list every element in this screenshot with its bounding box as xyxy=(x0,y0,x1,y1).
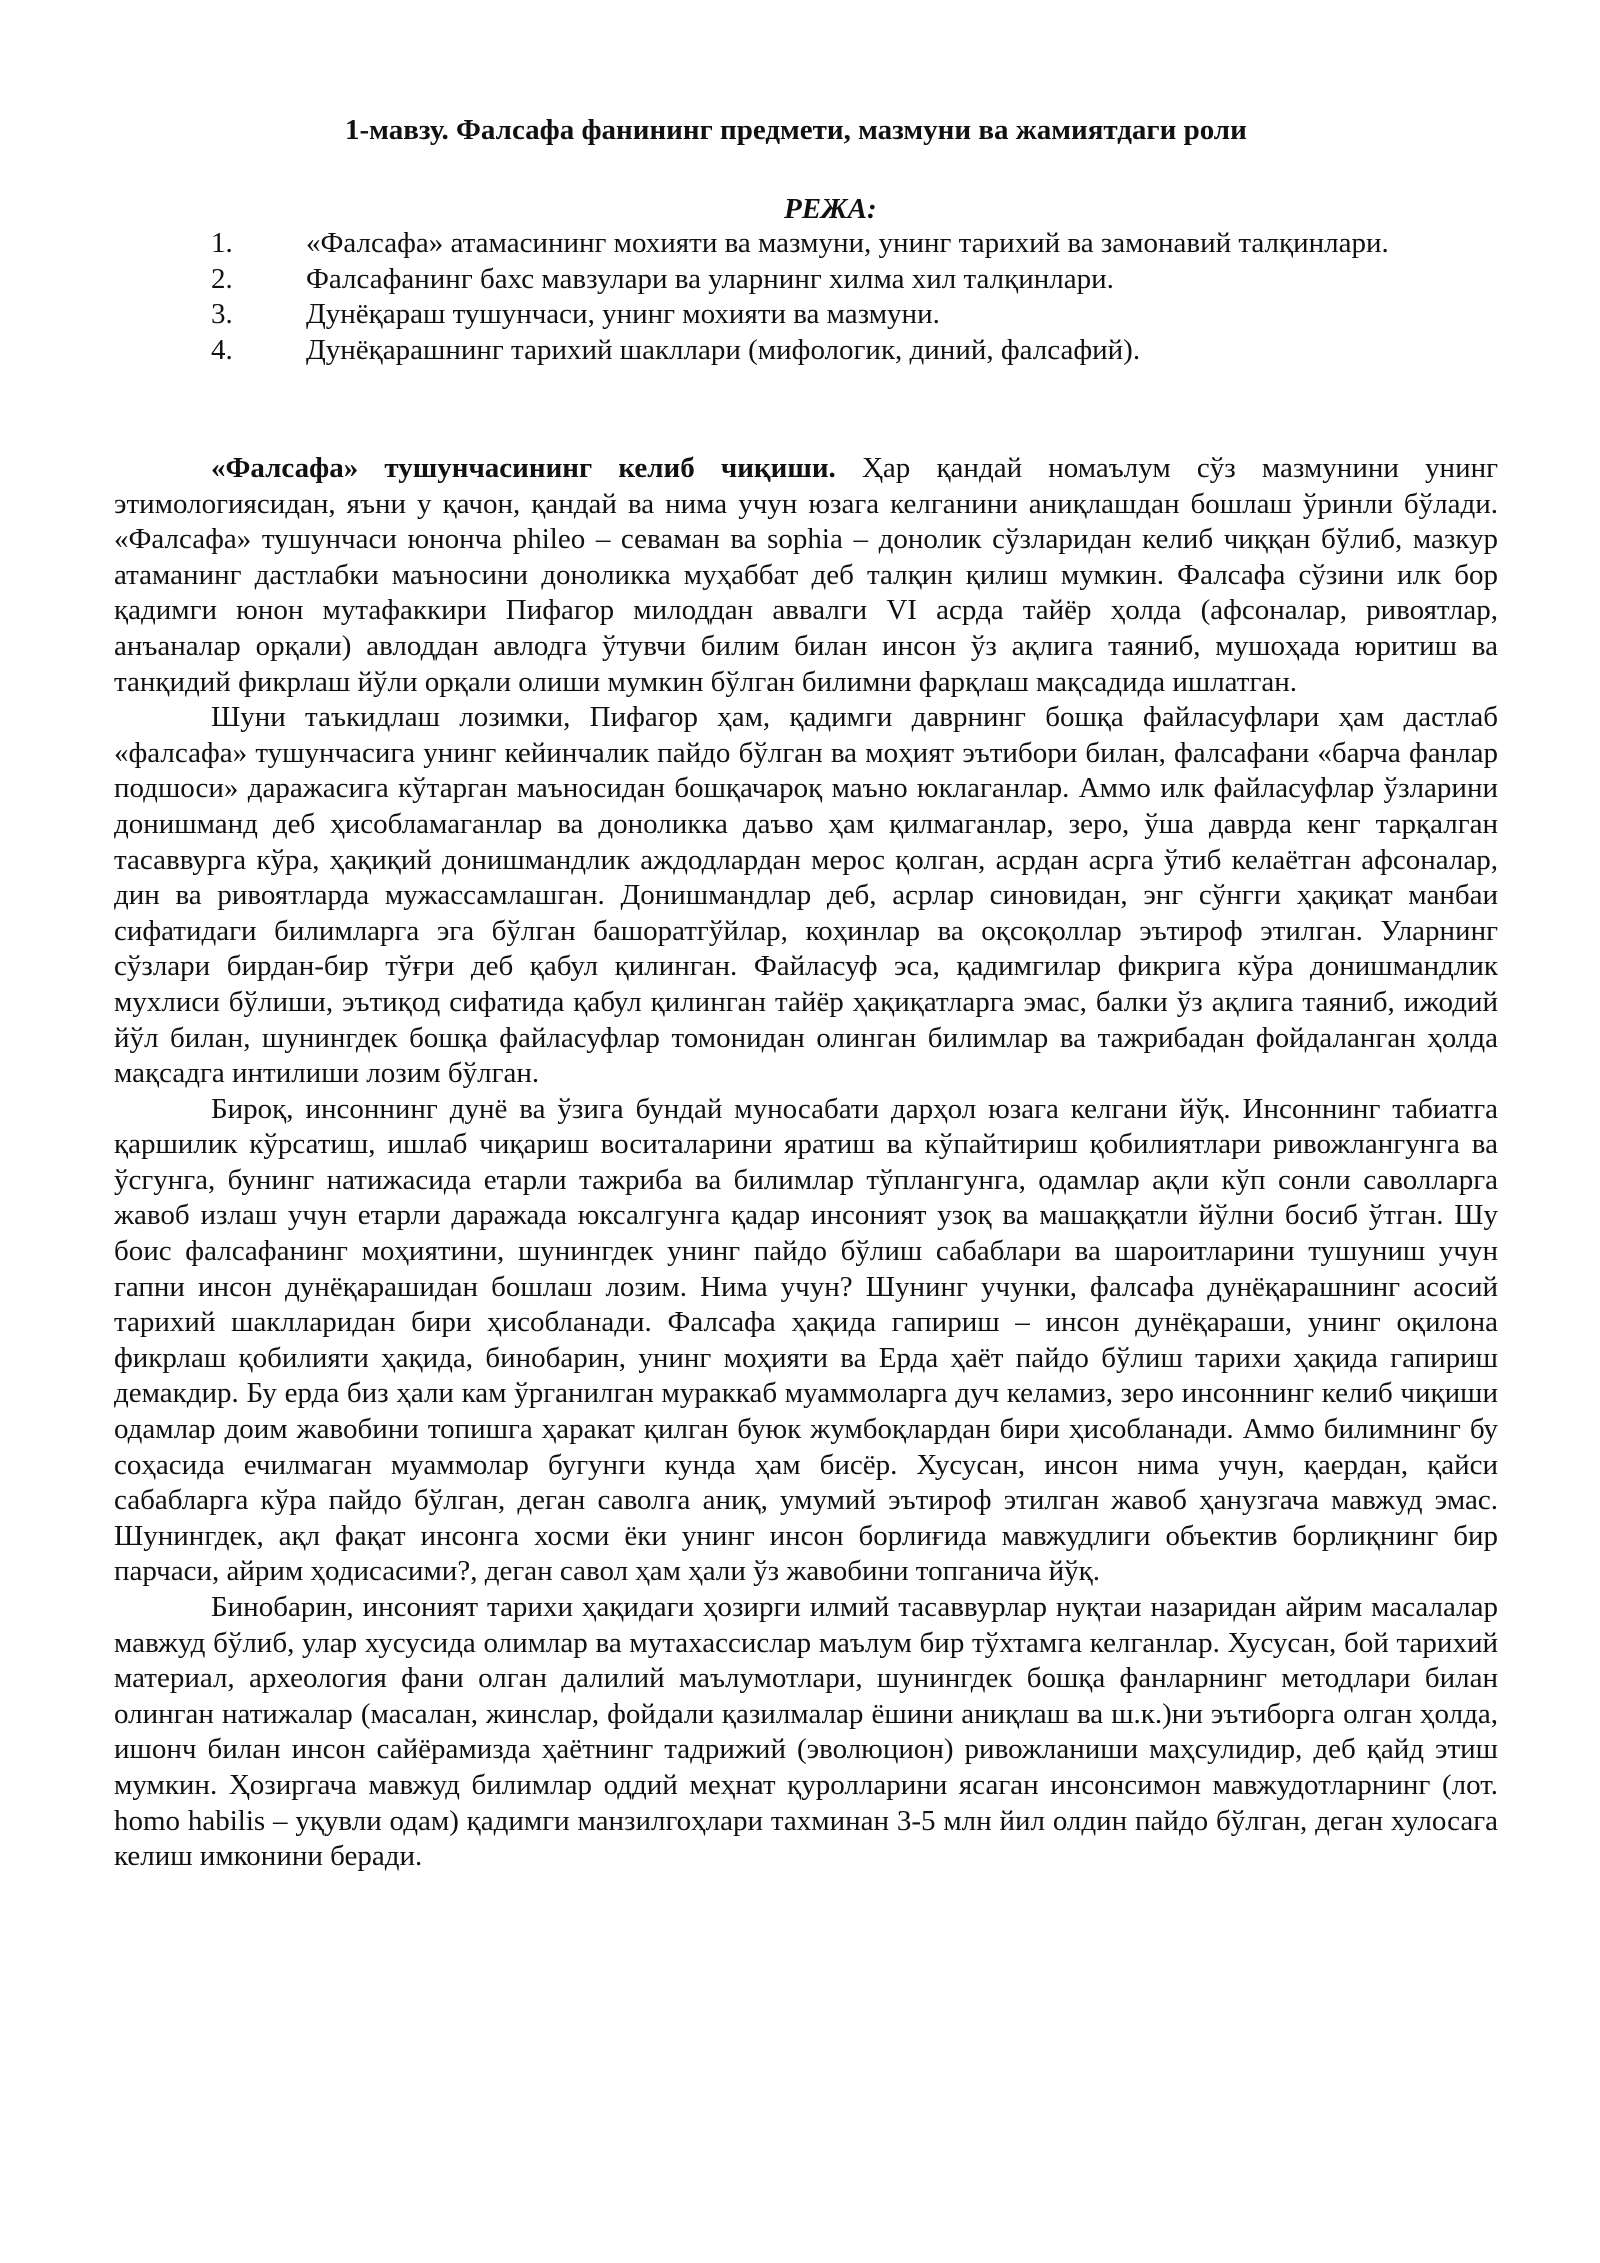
paragraph-text: Ҳар қандай номаълум сўз мазмунини унинг этимологиясидан, яъни у қачон, қандай ва нима учун юзага келганини аниқлашдан бошлаш ўринли бўлади. «Фалсафа» тушунчаси юнонча phileo – севаман ва sophia – донолик сўзларидан келиб чиққан бўлиб, мазкур атаманинг дастлабки маъносини доноликка муҳаббат деб талқин қилиш мумкин. Фалсафа сўзини илк бор қадимги юнон мутафаккири Пифагор милоддан аввалги VI асрда тайёр ҳолда (афсоналар, ривоятлар, анъаналар орқали) авлоддан авлодга ўтувчи билим билан инсон ўз ақлига таяниб, мушоҳада юритиш ва танқидий фикрлаш йўли орқали олиши мумкин бўлган билимни фарқлаш мақсадида ишлатган. xyxy=(114,452,1499,698)
plan-list xyxy=(114,226,1498,368)
page-title: 1-мавзу. Фалсафа фанининг предмети, мазмуни ва жамиятдаги роли xyxy=(345,114,1247,146)
plan-item-text: Дунёқарашнинг тарихий шакллари (мифологик, диний, фалсафий). xyxy=(306,333,1141,366)
plan-item xyxy=(114,226,1498,262)
plan-item-text: Дунёқараш тушунчаси, унинг мохияти ва мазмуни. xyxy=(306,298,940,331)
plan-item-number: 1. xyxy=(211,227,233,259)
paragraph: Шуни таъкидлаш лозимки, Пифагор ҳам, қадимги даврнинг бошқа файласуфлари ҳам дастлаб «фалсафа» тушунчасига унинг кейинчалик пайдо бўлган ва моҳият эътибори билан, фалсафани «барча фанлар подшоси» даражасига кўтарган маъносидан бошқачароқ маъно юклаганлар. Аммо илк файласуфлар ўзларини донишманд деб ҳисобламаганлар ва доноликка даъво ҳам қилмаганлар, зеро, ўша даврда кенг тарқалган тасаввурга кўра, ҳақиқий донишмандлик аждодлардан мерос қолган, асрдан асрга ўтиб келаётган афсоналар, дин ва ривоятларда мужассамлашган. Донишмандлар деб, асрлар синовидан, энг сўнгги ҳақиқат манбаи сифатидаги билимларга эга бўлган башоратгўйлар, коҳинлар ва оқсоқоллар эътироф этилган. Уларнинг сўзлари бирдан-бир тўғри деб қабул қилинган. Файласуф эса, қадимгилар фикрига кўра донишмандлик мухлиси бўлиши, эътиқод сифатида қабул қилинган тайёр ҳақиқатларга эмас, балки ўз ақлига таяниб, ижодий йўл билан, шунингдек бошқа файласуфлар томонидан олинган билимлар ва тажрибадан фойдаланган ҳолда мақсадга интилиши лозим бўлган. xyxy=(114,701,1498,1090)
plan-heading: РЕЖА: xyxy=(784,193,877,225)
paragraph: Бироқ, инсоннинг дунё ва ўзига бундай муносабати дарҳол юзага келгани йўқ. Инсоннинг табиатга қаршилик кўрсатиш, ишлаб чиқариш воситаларини яратиш ва кўпайтириш қобилиятлари ривожлангунга ва ўсгунга, бунинг натижасида етарли тажриба ва билимлар тўплангунга, одамлар ақли кўп сонли саволларга жавоб излаш учун етарли даражада юксалгунга қадар инсоният узоқ ва машаққатли йўлни босиб ўтган. Шу боис фалсафанинг моҳиятини, шунингдек унинг пайдо бўлиш сабаблари ва шароитларини тушуниш учун гапни инсон дунёқарашидан бошлаш лозим. Нима учун? Шунинг учунки, фалсафа дунёқарашнинг асосий тарихий шаклларидан бири ҳисобланади. Фалсафа ҳақида гапириш – инсон дунёқараши, унинг оқилона фикрлаш қобилияти ҳақида, бинобарин, унинг моҳияти ва Ерда ҳаёт пайдо бўлиш тарихи ҳақида гапириш демакдир. Бу ерда биз ҳали кам ўрганилган мураккаб муаммоларга дуч келамиз, зеро инсоннинг келиб чиқиши одамлар доим жавобини топишга ҳаракат қилган буюк жумбоқлардан бири ҳисобланади. Аммо билимнинг бу соҳасида ечилмаган муаммолар бугунги кунда ҳам бисёр. Хусусан, инсон нима учун, қаердан, қайси сабабларга кўра пайдо бўлган, деган саволга аниқ, умумий эътироф этилган жавоб ҳанузгача мавжуд эмас. Шунингдек, ақл фақат инсонга хосми ёки унинг инсон борлиғида мавжудлиги объектив борлиқнинг бир парчаси, айрим ҳодисасими?, деган савол ҳам ҳали ўз жавобини топганича йўқ. xyxy=(114,1092,1498,1588)
plan-item xyxy=(114,297,1498,333)
paragraph xyxy=(114,451,1498,700)
plan-item-number: 4. xyxy=(211,333,233,366)
plan-item-text: Фалсафанинг бахс мавзулари ва уларнинг хилма хил талқинлари. xyxy=(306,262,1114,295)
plan-item xyxy=(114,333,1498,369)
plan-item-number: 3. xyxy=(211,298,233,331)
body-text xyxy=(114,451,1498,1875)
paragraph: Бинобарин, инсоният тарихи ҳақидаги ҳозирги илмий тасаввурлар нуқтаи назаридан айрим масалалар мавжуд бўлиб, улар хусусида олимлар ва мутахассислар маълум бир тўхтамга келганлар. Хусусан, бой тарихий материал, археология фани олган далилий маълумотлари, шунингдек бошқа фанларнинг методлари билан олинган натижалар (масалан, жинслар, фойдали қазилмалар ёшини аниқлаш ва ш.к.)ни эътиборга олган ҳолда, ишонч билан инсон сайёрамизда ҳаётнинг тадрижий (эволюцион) ривожланиши маҳсулидир, деб қайд этиш мумкин. Ҳозиргача мавжуд билимлар оддий меҳнат қуролларини ясаган инсонсимон мавжудотларнинг (лот. homo habilis – уқувли одам) қадимги манзилгоҳлари тахминан 3-5 млн йил олдин пайдо бўлган, деган хулосага келиш имконини беради. xyxy=(114,1591,1498,1873)
plan-item-number: 2. xyxy=(211,262,233,295)
section-heading: «Фалсафа» тушунчасининг келиб чиқиши. xyxy=(211,452,836,484)
plan-item xyxy=(114,262,1498,298)
plan-item-text: «Фалсафа» атамасининг мохияти ва мазмуни, унинг тарихий ва замонавий талқинлари. xyxy=(306,227,1389,259)
